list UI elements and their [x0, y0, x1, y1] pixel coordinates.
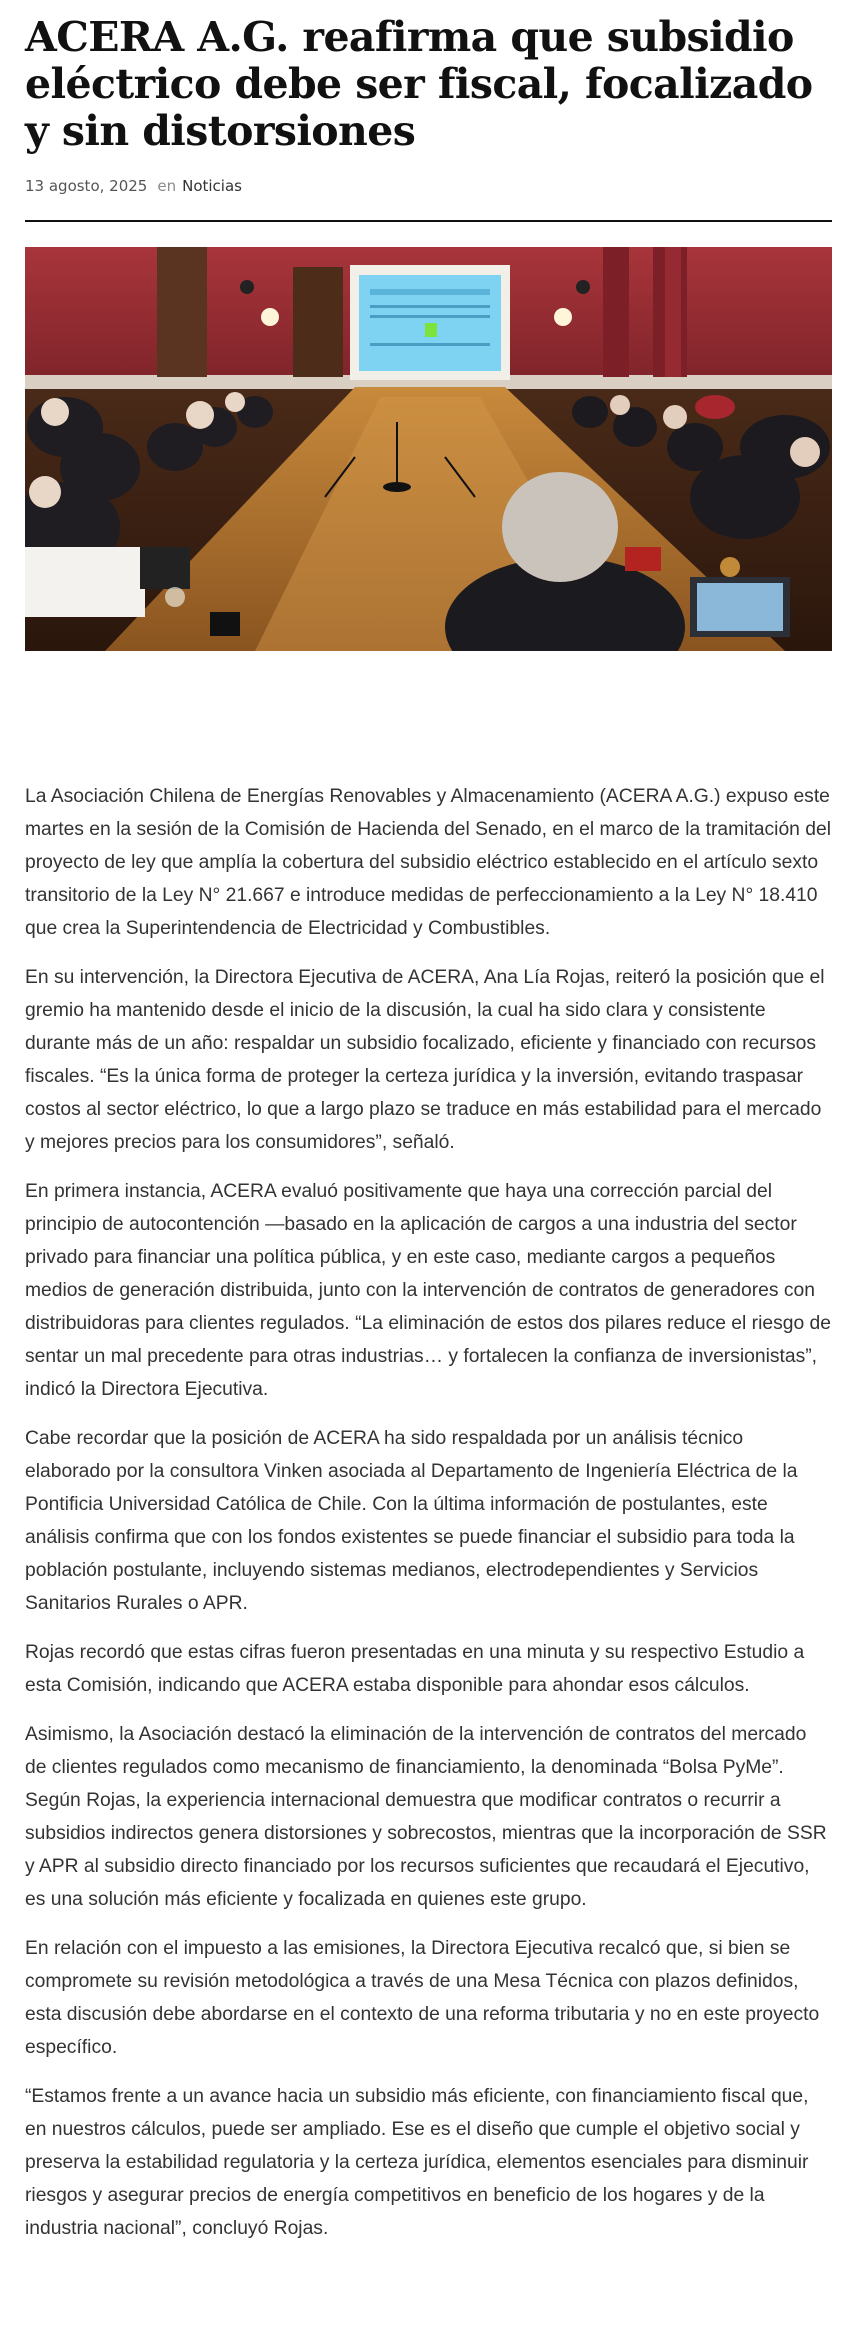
paragraph: Asimismo, la Asociación destacó la eliminación de la intervención de contratos del mercado de clientes regulados como mecanismo de financiamiento, la denominada “Bolsa PyMe”. Según Rojas, la experiencia internacional demuestra que modificar contratos o recurrir a subsidios indirectos genera distorsiones y sobrecostos, mientras que la incorporación de SSR y APR al subsidio directo financiado por los recursos suficientes que recaudará el Ejecutivo, es una solución más eficiente y focalizada en quienes este grupo. — [25, 1724, 827, 1910]
paragraph: Rojas recordó que estas cifras fueron presentadas en una minuta y su respectivo Estudio a esta Comisión, indicando que ACERA estaba disponible para ahondar esos cálculos. — [25, 1642, 805, 1696]
senate-meeting-photo — [25, 247, 832, 651]
paragraph: En relación con el impuesto a las emisiones, la Directora Ejecutiva recalcó que, si bien se compromete su revisión metodológica a través de una Mesa Técnica con plazos definidos, esta discusión debe abordarse en el contexto de una reforma tributaria y no en este proyecto específico. — [25, 1938, 820, 2058]
category-prefix: en — [157, 177, 177, 195]
paragraph: En primera instancia, ACERA evaluó positivamente que haya una corrección parcial del principio de autocontención —basado en la aplicación de cargos a una industria del sector privado para financiar una política pública, y en este caso, mediante cargos a pequeños medios de generación distribuida, junto con la intervención de contratos de generadores con distribuidoras para clientes regulados. “La eliminación de estos dos pilares reduce el riesgo de sentar un mal precedente para otras industrias… y fortalecen la confianza de inversionistas”, indicó la Directora Ejecutiva. — [25, 1181, 831, 1400]
title-divider — [25, 220, 832, 222]
paragraph: Cabe recordar que la posición de ACERA ha sido respaldada por un análisis técnico elaborado por la consultora Vinken asociada al Departamento de Ingeniería Eléctrica de la Pontificia Universidad Católica de Chile. Con la última información de postulantes, este análisis confirma que con los fondos existentes se puede financiar el subsidio para toda la población postulante, incluyendo sistemas medianos, electrodependientes y Servicios Sanitarios Rurales o APR. — [25, 1428, 798, 1614]
hero-image — [25, 247, 832, 651]
paragraph: “Estamos frente a un avance hacia un subsidio más eficiente, con financiamiento fiscal que, en nuestros cálculos, puede ser ampliado. Ese es el diseño que cumple el objetivo social y preserva la estabilidad regulatoria y la certeza jurídica, elementos esenciales para disminuir riesgos y asegurar precios de energía competitivos en beneficio de los hogares y de la industria nacional”, concluyó Rojas. — [25, 2086, 809, 2239]
paragraph: La Asociación Chilena de Energías Renovables y Almacenamiento (ACERA A.G.) expuso este martes en la sesión de la Comisión de Hacienda del Senado, en el marco de la tramitación del proyecto de ley que amplía la cobertura del subsidio eléctrico establecido en el artículo sexto transitorio de la Ley N° 21.667 e introduce medidas de perfeccionamiento a la Ley N° 18.410 que crea la Superintendencia de Electricidad y Combustibles. — [25, 786, 831, 939]
category-link[interactable]: Noticias — [182, 177, 242, 195]
article-meta — [25, 177, 242, 195]
publish-date: 13 agosto, 2025 — [25, 177, 148, 195]
article-body — [25, 780, 832, 2261]
paragraph: En su intervención, la Directora Ejecutiva de ACERA, Ana Lía Rojas, reiteró la posición que el gremio ha mantenido desde el inicio de la discusión, la cual ha sido clara y consistente durante más de un año: respaldar un subsidio focalizado, eficiente y financiado con recursos fiscales. “Es la única forma de proteger la certeza jurídica y la inversión, evitando traspasar costos al sector eléctrico, lo que a largo plazo se traduce en más estabilidad para el mercado y mejores precios para los consumidores”, señaló. — [25, 967, 825, 1153]
article-title: ACERA A.G. reafirma que subsidio eléctrico debe ser fiscal, focalizado y sin distorsiones — [25, 13, 813, 155]
